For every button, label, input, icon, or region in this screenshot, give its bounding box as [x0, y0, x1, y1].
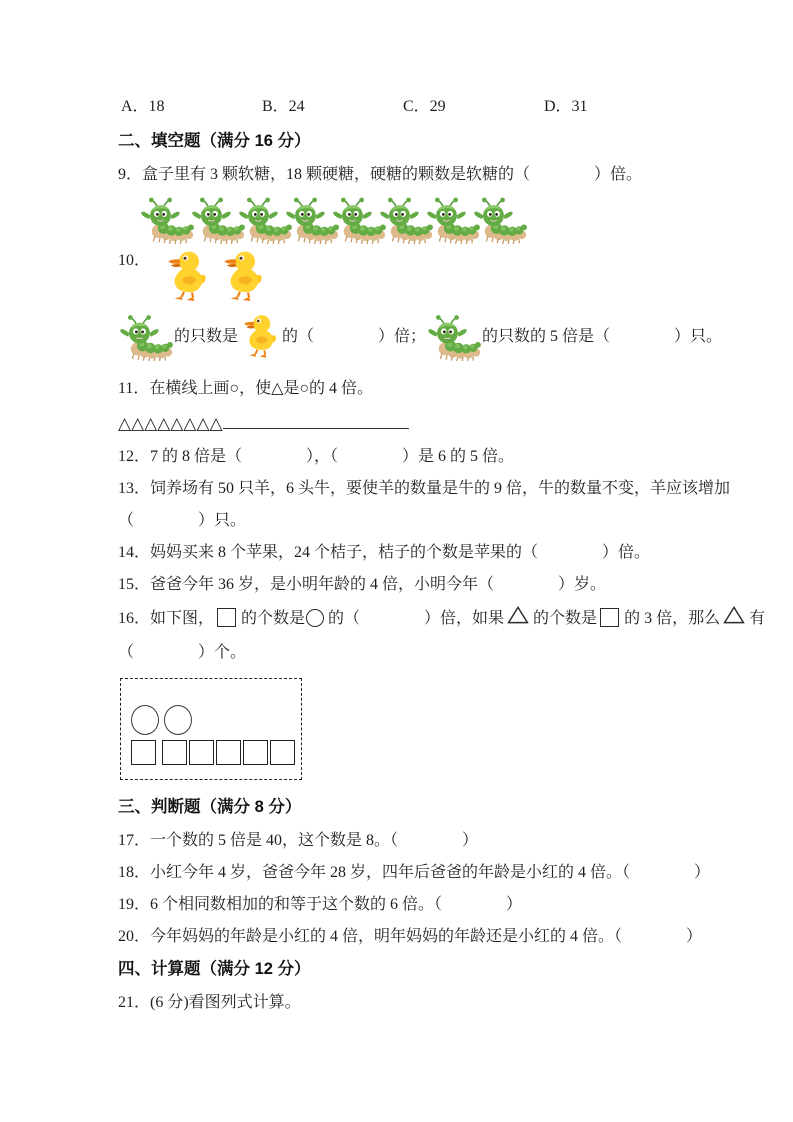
option-b: B．24	[262, 98, 305, 115]
caterpillar-icon	[426, 196, 480, 244]
q11-triangles: △△△△△△△△	[118, 414, 223, 433]
q10-segment-3: 的只数的 5 倍是（ ）只。	[482, 328, 723, 345]
question-12: 12．7 的 8 倍是（ ），（ ）是 6 的 5 倍。	[118, 448, 515, 465]
question-11: 11．在横线上画○，使△是○的 4 倍。	[118, 380, 374, 397]
square-shape-icon	[600, 608, 619, 627]
q16-figure-box	[120, 678, 302, 780]
option-a: A．18	[121, 98, 165, 115]
square-shape	[131, 740, 156, 765]
square-shape	[189, 740, 214, 765]
q16-segment-3: 的（ ）倍，如果	[328, 610, 505, 627]
option-c: C．29	[403, 98, 446, 115]
question-10-number: 10．	[118, 252, 151, 269]
caterpillar-icon	[118, 314, 174, 361]
caterpillar-icon	[426, 314, 482, 361]
q10-segment-2: 的（ ）倍；	[282, 328, 427, 345]
q16-segment-4: 的个数是	[533, 610, 598, 627]
section-calc-title: 四、计算题（满分 12 分）	[118, 960, 311, 978]
question-10-header	[118, 250, 733, 308]
q11-triangle-line	[118, 410, 733, 436]
figure-square-row	[131, 740, 297, 770]
question-21: 21．(6 分)看图列式计算。	[118, 994, 301, 1011]
q16-segment-5: 的 3 倍，那么	[624, 610, 721, 627]
q10-caterpillar-row	[140, 196, 733, 246]
question-18: 18．小红今年 4 岁，爸爸今年 28 岁，四年后爸爸的年龄是小红的 4 倍。（ ）	[118, 864, 711, 881]
question-16-text	[118, 606, 766, 632]
triangle-shape-icon	[507, 606, 529, 624]
square-shape	[162, 740, 187, 765]
q16-segment-1: 16．如下图，	[118, 610, 215, 627]
q11-answer-line	[223, 410, 409, 429]
caterpillar-icon	[140, 196, 194, 244]
question-20: 20．今年妈妈的年龄是小红的 4 倍，明年妈妈的年龄还是小红的 4 倍。（ ）	[118, 928, 703, 945]
square-shape	[216, 740, 241, 765]
question-19: 19．6 个相同数相加的和等于这个数的 6 倍。（ ）	[118, 896, 523, 913]
section-fill-title: 二、填空题（满分 16 分）	[118, 132, 311, 150]
question-9: 9．盒子里有 3 颗软糖，18 颗硬糖，硬糖的颗数是软糖的（ ）倍。	[118, 166, 643, 183]
caterpillar-icon	[332, 196, 386, 244]
question-10-text	[118, 310, 733, 364]
question-16-continued: （ ）个。	[118, 644, 247, 661]
triangle-shape-icon	[723, 606, 745, 624]
question-15: 15．爸爸今年 36 岁，是小明年龄的 4 倍，小明今年（ ）岁。	[118, 576, 607, 593]
q10-segment-1: 的只数是	[174, 328, 239, 345]
caterpillar-icon	[191, 196, 245, 244]
question-14: 14．妈妈买来 8 个苹果，24 个桔子，桔子的个数是苹果的（ ）倍。	[118, 544, 651, 561]
choice-options-row	[118, 96, 733, 118]
question-13-continued: （ ）只。	[118, 512, 247, 529]
figure-circle-row	[131, 705, 193, 740]
duck-icon	[166, 250, 208, 304]
caterpillar-icon	[473, 196, 527, 244]
q16-segment-6: 有	[749, 610, 766, 627]
caterpillar-icon	[285, 196, 339, 244]
circle-shape	[131, 705, 159, 735]
square-shape-icon	[217, 608, 236, 627]
q10-duck-group	[166, 250, 274, 304]
q16-segment-2: 的个数是	[241, 610, 306, 627]
square-shape	[270, 740, 295, 765]
question-17: 17．一个数的 5 倍是 40，这个数是 8。（ ）	[118, 832, 479, 849]
square-shape	[243, 740, 268, 765]
caterpillar-icon	[379, 196, 433, 244]
circle-shape-icon	[306, 609, 324, 627]
circle-shape	[164, 705, 192, 735]
caterpillar-icon	[238, 196, 292, 244]
duck-icon	[242, 313, 278, 361]
option-d: D．31	[544, 98, 588, 115]
question-13: 13．饲养场有 50 只羊，6 头牛，要使羊的数量是牛的 9 倍，牛的数量不变，羊应该增加	[118, 480, 731, 497]
section-judge-title: 三、判断题（满分 8 分）	[118, 798, 302, 816]
duck-icon	[222, 250, 264, 304]
